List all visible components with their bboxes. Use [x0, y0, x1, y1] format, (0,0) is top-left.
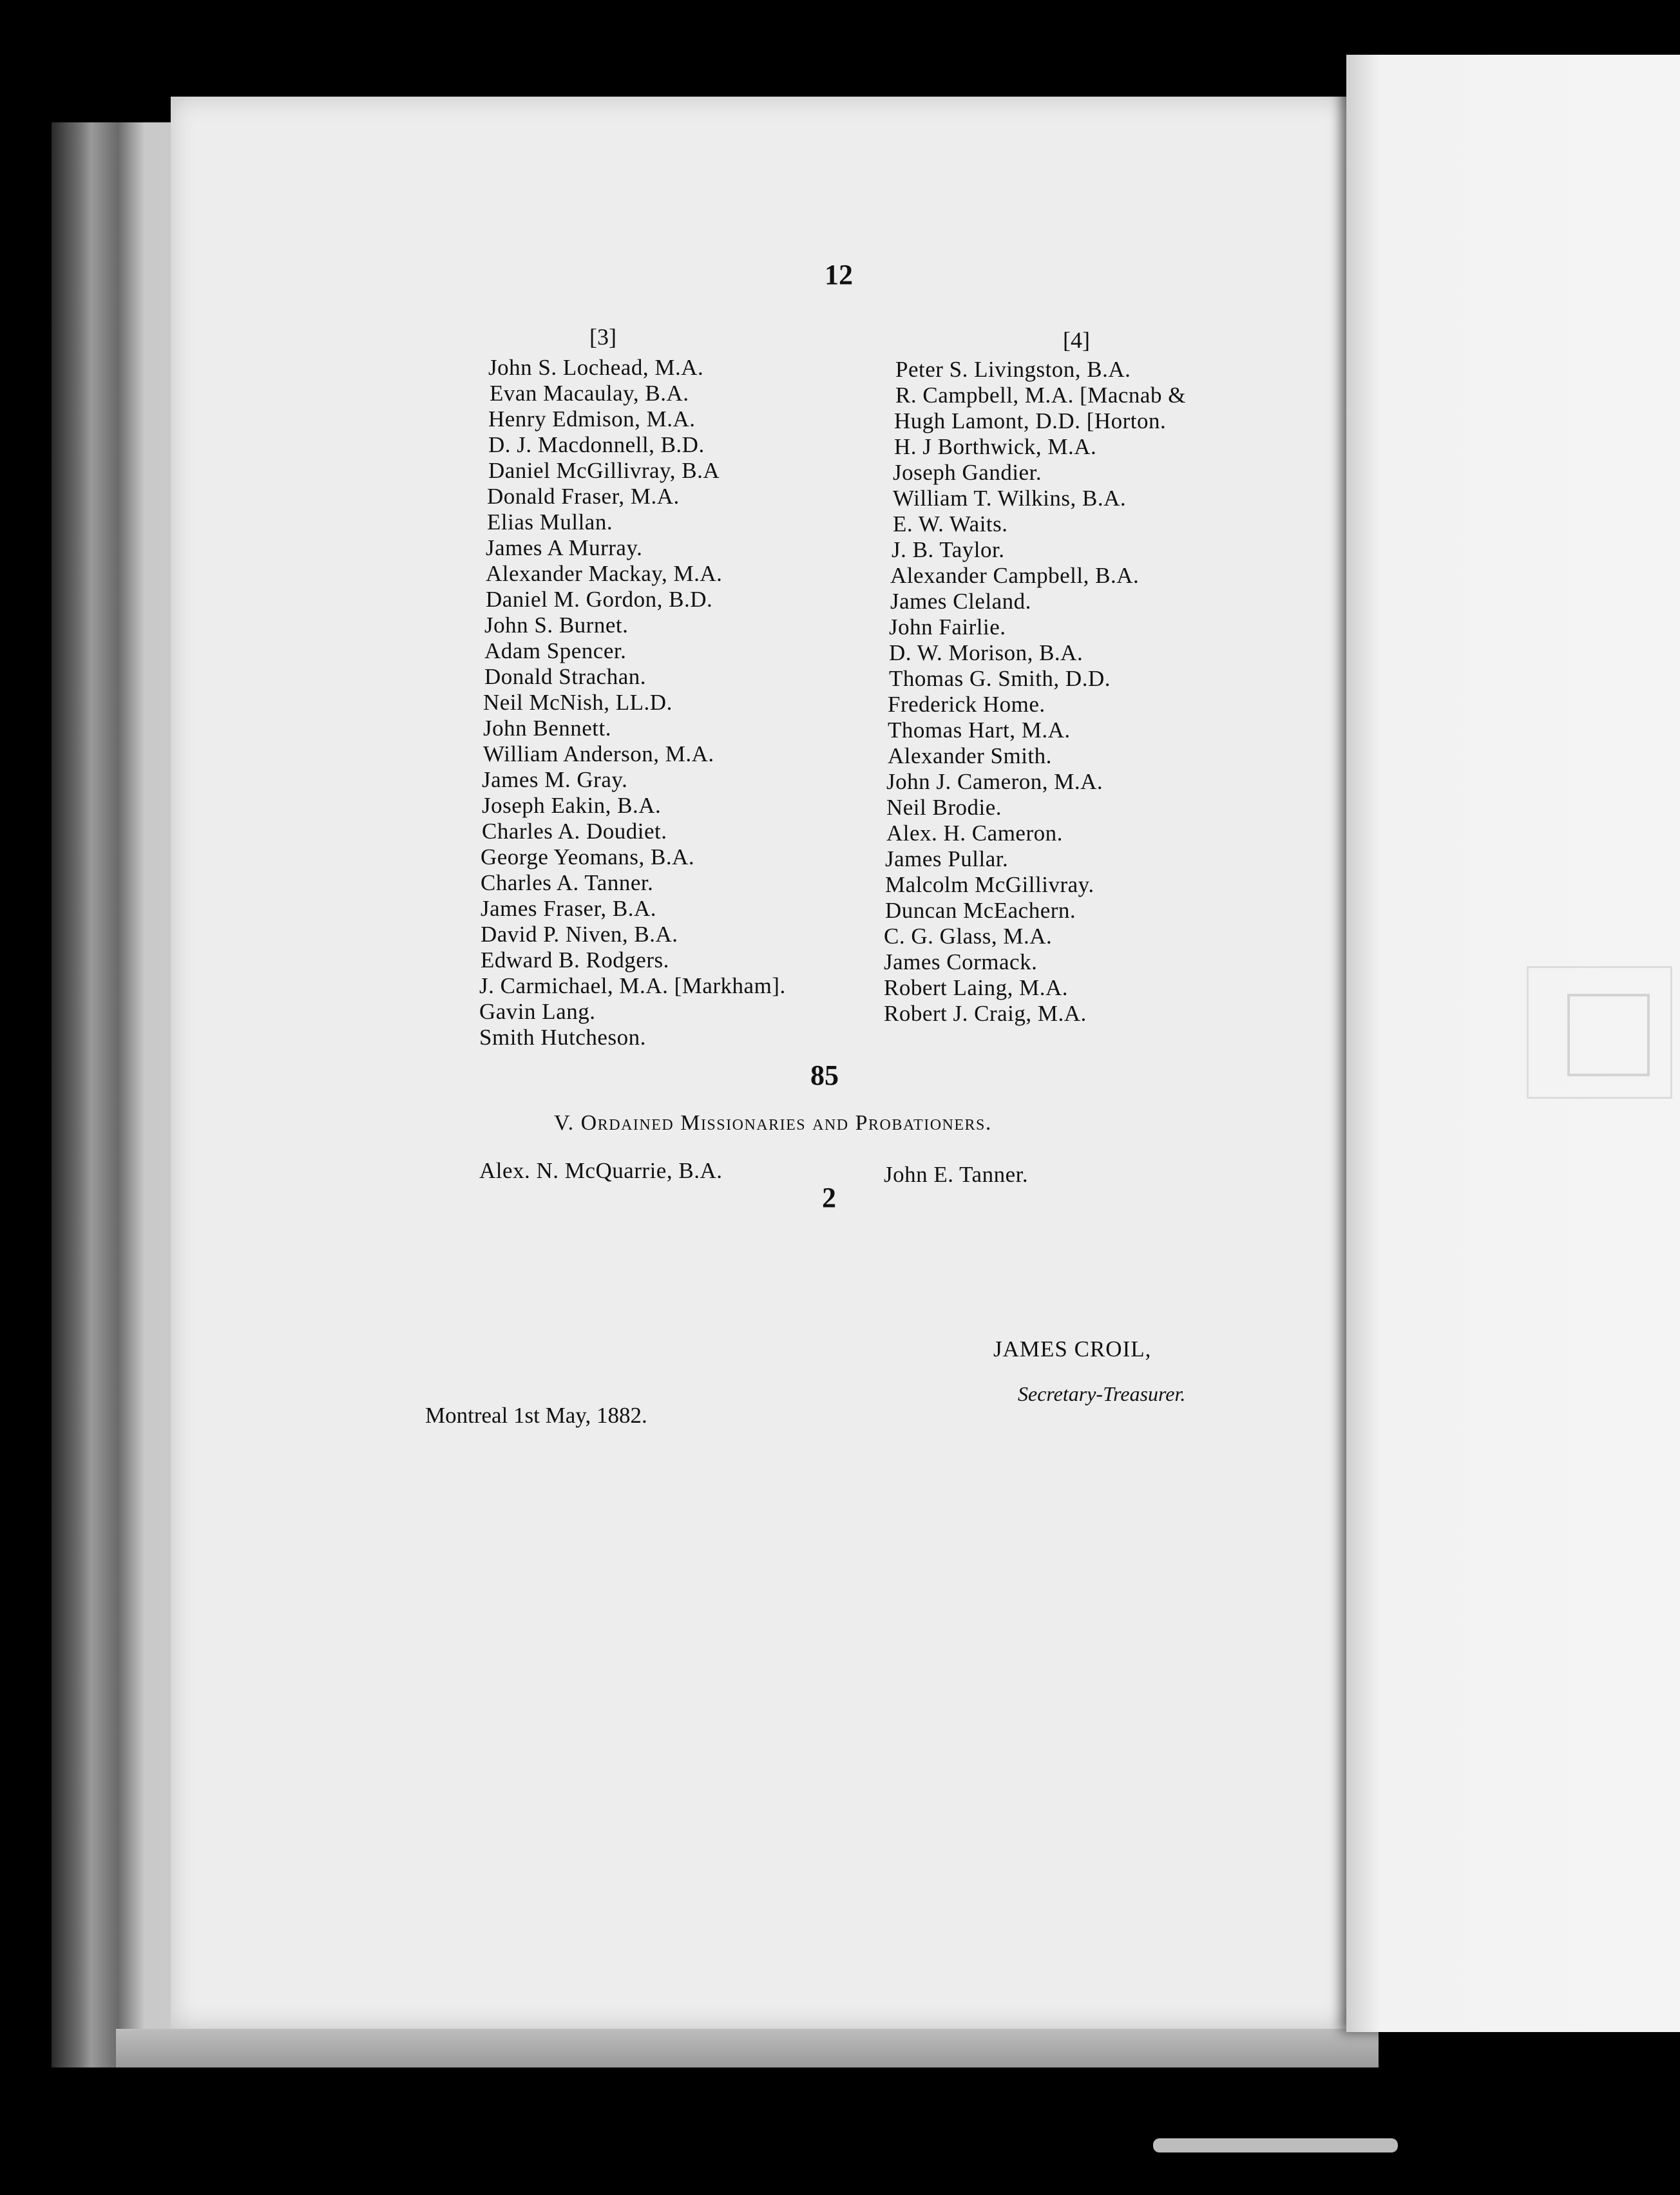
list-item: Malcolm McGillivray.	[885, 872, 1094, 897]
list-item: Charles A. Tanner.	[481, 870, 654, 895]
list-item: Robert J. Craig, M.A.	[884, 1001, 1087, 1026]
section-total: 2	[822, 1182, 836, 1213]
list-item: Alex. N. McQuarrie, B.A.	[479, 1158, 723, 1183]
list-item: Elias Mullan.	[487, 509, 613, 535]
list-item: Alexander Smith.	[888, 743, 1052, 768]
page-number: 12	[825, 259, 853, 290]
list-item: John S. Lochead, M.A.	[488, 355, 704, 380]
list-item: John Fairlie.	[889, 614, 1006, 640]
scan-artifact	[1153, 2138, 1398, 2152]
list-item: James A Murray.	[486, 535, 643, 560]
list-item: Donald Fraser, M.A.	[487, 484, 680, 509]
list-item: James Cleland.	[890, 589, 1031, 614]
list-item: D. W. Morison, B.A.	[889, 640, 1083, 665]
list-item: Peter S. Livingston, B.A.	[895, 357, 1131, 382]
list-item: Edward B. Rodgers.	[481, 947, 669, 973]
list-item: Thomas Hart, M.A.	[888, 717, 1071, 743]
list-item: Neil Brodie.	[886, 795, 1002, 820]
list-item: William Anderson, M.A.	[483, 741, 714, 766]
list-item: Adam Spencer.	[484, 638, 627, 663]
signatory-name: JAMES CROIL,	[993, 1336, 1152, 1362]
signatory-title: Secretary-Treasurer.	[1018, 1382, 1186, 1405]
list-item: John J. Cameron, M.A.	[886, 769, 1103, 794]
list-item: Alexander Campbell, B.A.	[890, 563, 1140, 588]
list-item: R. Campbell, M.A. [Macnab &	[895, 383, 1186, 408]
list-item: D. J. Macdonnell, B.D.	[488, 432, 705, 457]
page-bottom-edge	[116, 2029, 1379, 2067]
list-item: Alex. H. Cameron.	[886, 821, 1063, 846]
list-item: Duncan McEachern.	[885, 898, 1076, 923]
list-item: Robert Laing, M.A.	[884, 975, 1069, 1000]
bleed-through-stamp	[1527, 966, 1672, 1099]
list-item: Hugh Lamont, D.D. [Horton.	[894, 408, 1167, 433]
list-item: Neil McNish, LL.D.	[483, 690, 673, 715]
list-item: J. B. Taylor.	[892, 537, 1005, 562]
list-item: David P. Niven, B.A.	[481, 922, 678, 947]
ministers-total: 85	[810, 1059, 839, 1091]
list-item: E. W. Waits.	[893, 511, 1008, 537]
document-page	[171, 97, 1369, 2029]
column-heading-3: [3]	[589, 324, 616, 350]
list-item: James M. Gray.	[482, 767, 628, 792]
list-item: James Fraser, B.A.	[481, 896, 656, 921]
list-item: C. G. Glass, M.A.	[884, 924, 1053, 949]
list-item: William T. Wilkins, B.A.	[893, 486, 1127, 511]
list-item: Frederick Home.	[888, 692, 1045, 717]
list-item: Gavin Lang.	[479, 999, 596, 1024]
list-item: Henry Edmison, M.A.	[488, 406, 696, 432]
list-item: H. J Borthwick, M.A.	[894, 434, 1097, 459]
dateline: Montreal 1st May, 1882.	[425, 1403, 647, 1428]
list-item: Evan Macaulay, B.A.	[490, 381, 689, 406]
list-item: Joseph Gandier.	[893, 460, 1042, 485]
list-item: Donald Strachan.	[484, 664, 646, 689]
list-item: Joseph Eakin, B.A.	[482, 793, 662, 818]
list-item: John Bennett.	[483, 716, 611, 741]
list-item: John S. Burnet.	[484, 613, 629, 638]
list-item: James Pullar.	[885, 846, 1009, 871]
list-item: John E. Tanner.	[884, 1162, 1029, 1187]
list-item: George Yeomans, B.A.	[481, 844, 695, 869]
list-item: Alexander Mackay, M.A.	[486, 561, 723, 586]
list-item: J. Carmichael, M.A. [Markham].	[479, 973, 786, 998]
list-item: James Cormack.	[884, 949, 1038, 974]
column-heading-4: [4]	[1063, 327, 1090, 353]
section-heading: V. Ordained Missionaries and Probationers.	[554, 1111, 992, 1135]
list-item: Daniel McGillivray, B.A	[488, 458, 720, 483]
list-item: Thomas G. Smith, D.D.	[889, 666, 1111, 691]
list-item: Daniel M. Gordon, B.D.	[486, 587, 713, 612]
list-item: Charles A. Doudiet.	[482, 819, 667, 844]
list-item: Smith Hutcheson.	[479, 1025, 646, 1050]
